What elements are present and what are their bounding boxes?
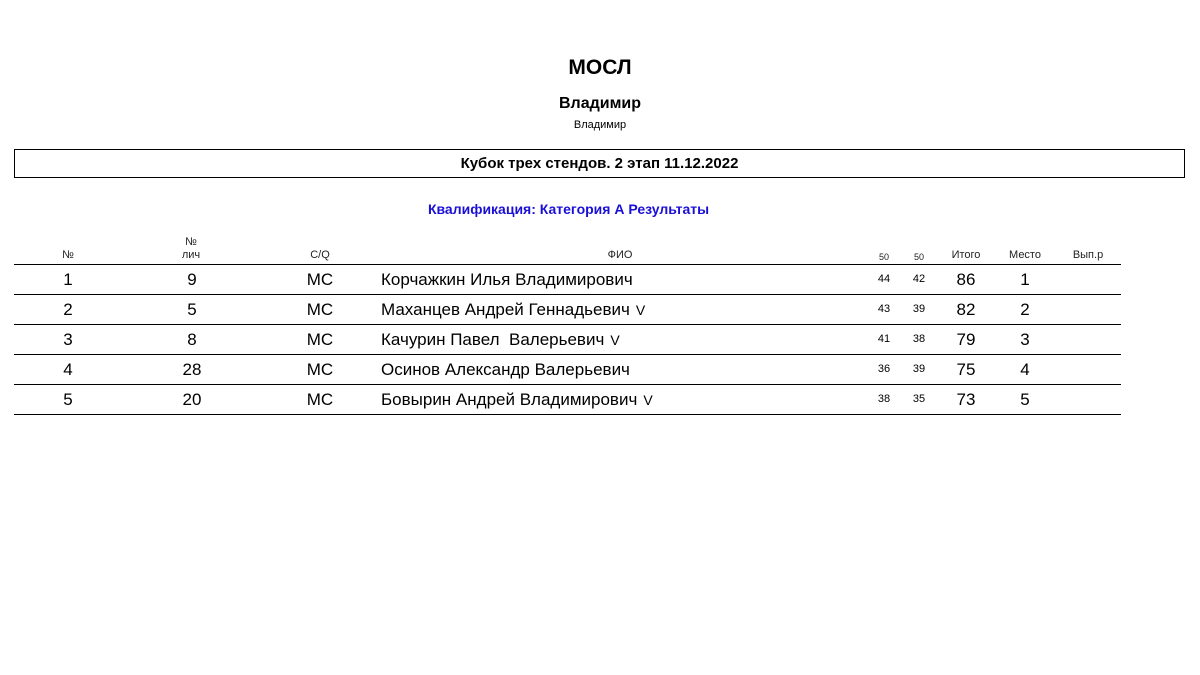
cell-stand-2: 35 (912, 393, 926, 405)
norm-mark: V (635, 302, 646, 318)
cell-bib: 28 (182, 360, 202, 379)
cell-total: 73 (956, 390, 976, 409)
event-title-box (14, 149, 1185, 178)
event-title: Кубок трех стендов. 2 этап 11.12.2022 (460, 155, 739, 172)
cell-cq: МС (306, 300, 334, 319)
col-header-name: ФИО (607, 249, 633, 261)
cell-place: 3 (1020, 330, 1030, 349)
cell-place: 2 (1020, 300, 1030, 319)
norm-mark: V (610, 332, 620, 348)
col-header-stand-1: 50 (878, 252, 889, 262)
col-header-bib-top: № (185, 236, 197, 248)
section-title: Квалификация: Категория А Результаты (427, 201, 710, 217)
table-row (14, 295, 1121, 325)
cell-name (381, 325, 841, 354)
cell-place: 4 (1020, 360, 1030, 379)
cell-cq: МС (306, 270, 334, 289)
city-title: Владимир (558, 95, 642, 112)
cell-stand-2: 39 (912, 303, 926, 315)
cell-cq: МС (306, 360, 334, 379)
cell-place: 5 (1020, 390, 1030, 409)
table-row (14, 385, 1121, 415)
cell-total: 79 (956, 330, 976, 349)
col-header-num: № (62, 249, 74, 261)
cell-num: 3 (63, 330, 73, 349)
table-row (14, 355, 1121, 385)
athlete-name: Бовырин Андрей Владимирович (381, 390, 638, 409)
col-header-cq: C/Q (310, 249, 330, 261)
cell-num: 1 (63, 270, 73, 289)
col-header-norm: Вып.р (1072, 249, 1104, 261)
table-row (14, 265, 1121, 295)
cell-stand-2: 39 (912, 363, 926, 375)
col-header-stand-2: 50 (913, 252, 924, 262)
cell-bib: 5 (187, 300, 197, 319)
cell-stand-1: 38 (877, 393, 891, 405)
cell-num: 4 (63, 360, 73, 379)
cell-stand-1: 41 (877, 333, 891, 345)
cell-stand-1: 44 (877, 273, 891, 285)
cell-stand-2: 38 (912, 333, 926, 345)
col-header-bib-bottom: лич (181, 249, 201, 261)
cell-bib: 9 (187, 270, 197, 289)
col-header-total: Итого (951, 249, 981, 261)
cell-stand-1: 36 (877, 363, 891, 375)
athlete-name: Маханцев Андрей Геннадьевич (381, 300, 630, 319)
cell-bib: 8 (187, 330, 197, 349)
col-header-place: Место (1009, 249, 1041, 261)
organization-title: МОСЛ (568, 56, 632, 79)
city-subtitle: Владимир (573, 119, 627, 131)
cell-cq: МС (306, 390, 334, 409)
cell-stand-1: 43 (877, 303, 891, 315)
cell-place: 1 (1020, 270, 1030, 289)
cell-name (381, 265, 841, 294)
athlete-name: Осинов Александр Валерьевич (381, 360, 630, 379)
athlete-name: Качурин Павел Валерьевич (381, 330, 605, 349)
cell-name (381, 295, 841, 324)
table-row (14, 325, 1121, 355)
cell-num: 5 (63, 390, 73, 409)
cell-name (381, 355, 841, 384)
cell-num: 2 (63, 300, 73, 319)
athlete-name: Корчажкин Илья Владимирович (381, 270, 633, 289)
norm-mark: V (643, 392, 653, 408)
cell-total: 82 (956, 300, 976, 319)
cell-total: 75 (956, 360, 976, 379)
cell-bib: 20 (182, 390, 202, 409)
cell-stand-2: 42 (912, 273, 926, 285)
cell-cq: МС (306, 330, 334, 349)
cell-name (381, 385, 841, 414)
cell-total: 86 (956, 270, 976, 289)
